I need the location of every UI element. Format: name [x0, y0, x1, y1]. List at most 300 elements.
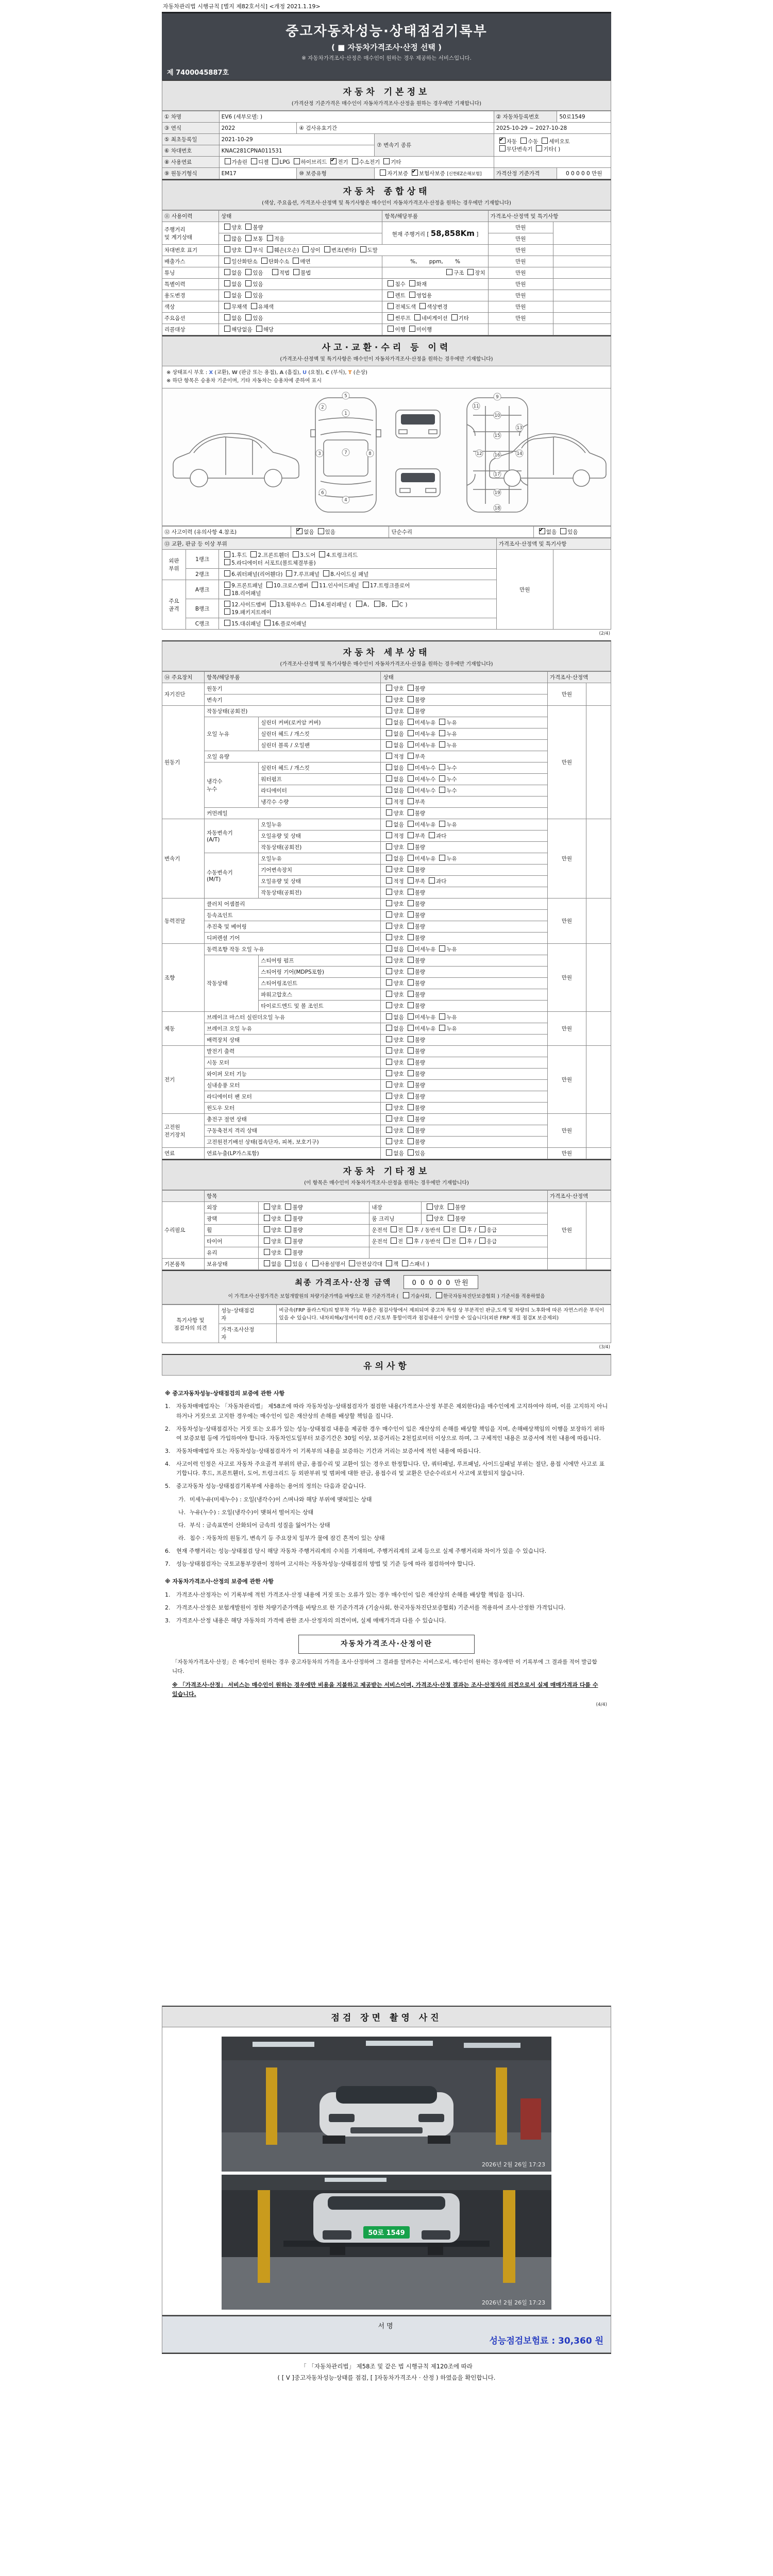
svg-text:14: 14 [516, 451, 523, 456]
checkbox-수소전기[interactable] [352, 158, 358, 164]
text: 운전석 [372, 1239, 388, 1245]
checkbox-부족[interactable] [408, 832, 414, 838]
checkbox-전기[interactable] [330, 158, 337, 164]
cell [381, 819, 547, 831]
checkbox-양호[interactable] [386, 991, 392, 997]
checkbox-양호[interactable] [386, 1059, 392, 1065]
checkbox-불량[interactable] [408, 685, 414, 691]
checkbox-렌트[interactable] [388, 292, 394, 298]
checkbox-없음[interactable] [386, 787, 392, 793]
text: ⑦ 변속기 종류 [377, 142, 412, 148]
checkbox-누유[interactable] [439, 945, 445, 952]
checkbox-label: 양호 [271, 1239, 282, 1245]
svg-text:9: 9 [496, 395, 499, 400]
checkbox-11.인사이드패널[interactable] [312, 582, 318, 588]
checkbox-미세누유[interactable] [408, 945, 414, 952]
checkbox-양호[interactable] [224, 246, 230, 252]
checkbox-label: 양호 [393, 958, 404, 964]
checkbox-있음[interactable] [318, 528, 324, 534]
checkbox-양호[interactable] [386, 1093, 392, 1099]
cell [381, 876, 547, 887]
checkbox-누수[interactable] [439, 775, 445, 782]
notice-heading: ※ 중고자동차성능·상태점검의 보증에 관한 사항 [165, 1390, 285, 1397]
checkbox-없음[interactable] [386, 730, 392, 736]
checkbox-10.크로스멤버[interactable] [266, 582, 273, 588]
checkbox-후[interactable] [460, 1226, 466, 1232]
checkbox-화재[interactable] [409, 280, 415, 286]
checkbox-썬루프[interactable] [388, 314, 394, 320]
checkbox-후[interactable] [460, 1238, 466, 1244]
checkbox-양호[interactable] [386, 889, 392, 895]
checkbox-후[interactable] [407, 1226, 413, 1232]
checkbox-불량[interactable] [408, 1104, 414, 1110]
checkbox-누수[interactable] [439, 787, 445, 793]
checkbox-불량[interactable] [448, 1204, 454, 1210]
checkbox-적정[interactable] [386, 832, 392, 838]
checkbox-보통[interactable] [245, 235, 251, 241]
checkbox-불량[interactable] [408, 1127, 414, 1133]
checkbox-불량[interactable] [408, 707, 414, 714]
notice-item: 4. 사고이력 인정은 사고로 자동차 주요골격 부위의 판금, 용접수리 및 교환이 있는 경우로 한정합니다. 단, 쿼터패널, 루프패널, 사이드실패널 부위는 절단, 용접 시에만 사고로 표기합니다. 후드, 프론트휀더, 도어, 트렁크리드 등 외판부위 및 범퍼에 대한 판금, 용접수리 및 교환은 단순수리로서 사고에 포함되지 않습니다. [165, 1461, 605, 1477]
checkbox-불량[interactable] [408, 991, 414, 997]
cell [586, 1148, 611, 1159]
checkbox-부족[interactable] [408, 877, 414, 884]
checkbox-적정[interactable] [386, 877, 392, 884]
checkbox-label: 부족 [414, 833, 426, 839]
checkbox-영업용[interactable] [409, 292, 415, 298]
cell [277, 1305, 611, 1324]
checkbox-양호[interactable] [386, 1104, 392, 1110]
checkbox-LPG[interactable] [272, 158, 278, 164]
checkbox-13.휠하우스[interactable] [270, 601, 276, 607]
checkbox-없음[interactable] [224, 280, 230, 286]
checkbox-label: 불량 [414, 1071, 426, 1077]
checkbox-이행[interactable] [388, 326, 394, 332]
text: 주요 [169, 598, 179, 604]
checkbox-label: 없음 [231, 315, 242, 321]
checkbox-무단변속기[interactable] [499, 145, 506, 151]
cell [488, 222, 553, 233]
checkbox-없음[interactable] [386, 855, 392, 861]
checkbox-없음[interactable] [386, 821, 392, 827]
checkbox-양호[interactable] [264, 1226, 270, 1232]
svg-text:19: 19 [494, 490, 500, 496]
checkbox-있음[interactable] [560, 528, 566, 534]
checkbox-양호[interactable] [386, 968, 392, 974]
cell [259, 1236, 369, 1247]
checkbox-7.루프패널[interactable] [286, 570, 292, 577]
checkbox-불량[interactable] [408, 696, 414, 702]
checkbox-양호[interactable] [386, 1070, 392, 1076]
checkbox-해당[interactable] [256, 326, 262, 332]
checkbox-15.대쉬패널[interactable] [224, 620, 230, 626]
cell [162, 313, 219, 324]
checkbox-응급[interactable] [479, 1238, 485, 1244]
checkbox-없음[interactable] [264, 1260, 270, 1266]
checkbox-label: 불량 [414, 697, 426, 703]
checkbox-6.쿼터패널(리어휀다)[interactable] [224, 570, 230, 577]
text: 부위 [169, 566, 179, 572]
checkbox-5.라디에이터 서포트(볼트체결부품)[interactable] [224, 559, 230, 565]
checkbox-label: 무단변속기 [506, 146, 533, 152]
checkbox-부족[interactable] [408, 753, 414, 759]
checkbox-불량[interactable] [408, 923, 414, 929]
checkbox-없음[interactable] [386, 719, 392, 725]
cell [205, 1247, 259, 1259]
text: ③ 연식 [164, 125, 182, 131]
checkbox-미세누수[interactable] [408, 764, 414, 770]
checkbox-불량[interactable] [408, 1138, 414, 1144]
checkbox-미세누유[interactable] [408, 741, 414, 748]
checkbox-사용설명서[interactable] [312, 1260, 318, 1266]
checkbox-label: 없음 [393, 822, 404, 828]
checkbox-누유[interactable] [439, 730, 445, 736]
checkbox-변조(변타)[interactable] [324, 246, 330, 252]
cell [162, 819, 205, 899]
checkbox-불량[interactable] [408, 843, 414, 850]
checkbox-19.패키지트레이[interactable] [224, 608, 230, 615]
checkbox-응급[interactable] [479, 1226, 485, 1232]
checkbox-미이행[interactable] [409, 326, 415, 332]
checkbox-3.도어[interactable] [293, 551, 299, 557]
cell [162, 580, 186, 630]
checkbox-label: 부식 [253, 247, 263, 253]
checkbox-양호[interactable] [386, 809, 392, 816]
checkbox-과다[interactable] [429, 832, 435, 838]
checkbox-불량[interactable] [408, 934, 414, 940]
checkbox-한국자동차진단보증협회[interactable] [436, 1292, 442, 1298]
checkbox-양호[interactable] [386, 1081, 392, 1088]
checkbox-14.필러패널[interactable] [310, 601, 316, 607]
checkbox-불량[interactable] [408, 979, 414, 986]
checkbox-없음[interactable] [386, 1149, 392, 1156]
checkbox-과다[interactable] [429, 877, 435, 884]
cell [162, 324, 219, 335]
checkbox-양호[interactable] [386, 866, 392, 872]
checkbox-없음[interactable] [386, 775, 392, 782]
checkbox-있음[interactable] [245, 292, 251, 298]
checkbox-불량[interactable] [408, 1093, 414, 1099]
checkbox-8.사이드실 패널[interactable] [323, 570, 329, 577]
cell [205, 1114, 381, 1125]
checkbox-세미오토[interactable] [542, 138, 548, 144]
checkbox-불량[interactable] [285, 1215, 291, 1221]
checkbox-전[interactable] [391, 1226, 397, 1232]
header-cell [205, 1191, 548, 1202]
checkbox-없음[interactable] [224, 314, 230, 320]
checkbox-있음[interactable] [408, 1149, 414, 1156]
checkbox-12.사이드멤버[interactable] [224, 601, 230, 607]
checkbox-수동[interactable] [520, 138, 527, 144]
checkbox-1.후드[interactable] [224, 551, 230, 557]
checkbox-누유[interactable] [439, 821, 445, 827]
checkbox-양호[interactable] [386, 1127, 392, 1133]
text: 실린더 커버(로커암 커버) [261, 720, 321, 726]
checkbox-2.프론트휀더[interactable] [250, 551, 257, 557]
checkbox-불량[interactable] [408, 957, 414, 963]
section-other-info [162, 1159, 611, 1190]
checkbox-적정[interactable] [386, 753, 392, 759]
checkbox-양호[interactable] [386, 1138, 392, 1144]
checkbox-label: 적음 [274, 236, 284, 242]
text: 연료누출(LP가스포함) [207, 1150, 259, 1157]
cell [586, 899, 611, 944]
checkbox-양호[interactable] [386, 1115, 392, 1122]
checkbox-18.리어패널[interactable] [224, 589, 230, 596]
header-cell [162, 168, 220, 179]
checkbox-하이브리드[interactable] [294, 158, 300, 164]
text: ⑭ 주요장치 [164, 674, 193, 681]
checkbox-디젤[interactable] [251, 158, 257, 164]
checkbox-불량[interactable] [408, 809, 414, 816]
checkbox-훼손(오손)[interactable] [267, 246, 273, 252]
checkbox-부식[interactable] [245, 246, 251, 252]
text: 단순수리 [391, 529, 413, 535]
checkbox-양호[interactable] [386, 1047, 392, 1054]
checkbox-누유[interactable] [439, 1013, 445, 1020]
checkbox-불량[interactable] [408, 1070, 414, 1076]
checkbox-없음[interactable] [386, 741, 392, 748]
header-cell [494, 111, 557, 123]
checkbox-label: 불량 [292, 1216, 303, 1222]
checkbox-양호[interactable] [264, 1249, 270, 1255]
checkbox-기타[interactable] [536, 145, 542, 151]
checkbox-양호[interactable] [264, 1204, 270, 1210]
checkbox-미세누유[interactable] [408, 855, 414, 861]
checkbox-label: 누유 [446, 946, 457, 953]
checkbox-부족[interactable] [408, 798, 414, 804]
cell [375, 168, 494, 179]
checkbox-label: 불량 [414, 1105, 426, 1111]
checkbox-누유[interactable] [439, 1025, 445, 1031]
checkbox-미세누수[interactable] [408, 787, 414, 793]
checkbox-보험사보증[interactable] [412, 170, 418, 176]
checkbox-불량[interactable] [408, 1036, 414, 1042]
checkbox-양호[interactable] [386, 934, 392, 940]
checkbox-양호[interactable] [427, 1204, 433, 1210]
checkbox-없음[interactable] [224, 292, 230, 298]
checkbox-탄화수소[interactable] [261, 258, 267, 264]
checkbox-미세누유[interactable] [408, 1025, 414, 1031]
checkbox-양호[interactable] [386, 685, 392, 691]
checkbox-잭[interactable] [386, 1260, 392, 1266]
checkbox-없음[interactable] [386, 764, 392, 770]
checkbox-스패너[interactable] [402, 1260, 408, 1266]
checkbox-label: 장치 [475, 270, 485, 276]
checkbox-색상변경[interactable] [419, 303, 426, 309]
checkbox-자기보증[interactable] [380, 170, 386, 176]
checkbox-양호[interactable] [386, 1002, 392, 1008]
checkbox-4.트렁크리드[interactable] [319, 551, 325, 557]
checkbox-미세누유[interactable] [408, 1013, 414, 1020]
checkbox-전[interactable] [444, 1226, 450, 1232]
checkbox-기술사회[interactable] [403, 1292, 409, 1298]
text: ) 기준서를 적용하였음 [496, 1294, 545, 1299]
checkbox-양호[interactable] [386, 957, 392, 963]
text: 만원 [561, 1150, 573, 1157]
cell [382, 290, 488, 301]
checkbox-적정[interactable] [386, 798, 392, 804]
cell [162, 1046, 205, 1114]
checkbox-미세누유[interactable] [408, 730, 414, 736]
checkbox-없음[interactable] [224, 269, 230, 275]
checkbox-네비게이션[interactable] [414, 314, 421, 320]
cell [586, 1202, 611, 1259]
checkbox-있음[interactable] [245, 280, 251, 286]
text [264, 270, 269, 276]
checkbox-없음[interactable] [386, 1013, 392, 1020]
checkbox-양호[interactable] [386, 843, 392, 850]
checkbox-A[interactable] [356, 601, 362, 607]
checkbox-후[interactable] [407, 1238, 413, 1244]
checkbox-있음[interactable] [245, 314, 251, 320]
checkbox-미세누유[interactable] [408, 821, 414, 827]
checkbox-누유[interactable] [439, 719, 445, 725]
text: 고전원전기배선 상태(접속단자, 피복, 보호기구) [207, 1139, 319, 1145]
document-subtitle: ( ■ 자동차가격조사·산정 선택 ) [331, 43, 442, 52]
checkbox-불량[interactable] [285, 1226, 291, 1232]
checkbox-불량[interactable] [408, 889, 414, 895]
checkbox-불량[interactable] [408, 1059, 414, 1065]
cell [162, 1202, 205, 1259]
checkbox-불량[interactable] [408, 1047, 414, 1054]
checkbox-누유[interactable] [439, 855, 445, 861]
state-code-line [166, 369, 607, 377]
checkbox-양호[interactable] [264, 1215, 270, 1221]
checkbox-일산화탄소[interactable] [224, 258, 230, 264]
cell [381, 762, 547, 774]
checkbox-label: 불량 [414, 1037, 426, 1043]
checkbox-기타[interactable] [451, 314, 458, 320]
checkbox-label: 기타 [391, 159, 401, 165]
checkbox-양호[interactable] [264, 1238, 270, 1244]
checkbox-불량[interactable] [285, 1238, 291, 1244]
used-car-inspection-record [162, 0, 611, 2389]
checkbox-구조[interactable] [446, 269, 452, 275]
checkbox-불법[interactable] [293, 269, 299, 275]
checkbox-불량[interactable] [408, 968, 414, 974]
checkbox-16.플로어패널[interactable] [264, 620, 271, 626]
checkbox-불량[interactable] [285, 1249, 291, 1255]
checkbox-적법[interactable] [272, 269, 278, 275]
checkbox-해당없음[interactable] [224, 326, 230, 332]
checkbox-도말[interactable] [360, 246, 366, 252]
checkbox-무채색[interactable] [224, 303, 230, 309]
checkbox-불량[interactable] [245, 224, 251, 230]
checkbox-양호[interactable] [386, 923, 392, 929]
checkbox-label: 양호 [393, 686, 404, 692]
checkbox-9.프론트패널[interactable] [224, 582, 230, 588]
checkbox-label: 불량 [414, 901, 426, 907]
checkbox-label: 불량 [414, 1082, 426, 1089]
checkbox-양호[interactable] [386, 900, 392, 906]
checkbox-양호[interactable] [386, 1036, 392, 1042]
checkbox-양호[interactable] [386, 696, 392, 702]
cell [219, 1324, 277, 1343]
checkbox-자동[interactable] [499, 138, 506, 144]
checkbox-장치[interactable] [467, 269, 474, 275]
checkbox-label: 상이 [310, 247, 321, 253]
checkbox-양호[interactable] [386, 979, 392, 986]
cell [382, 256, 488, 267]
text: ⑤ 최초등록일 [164, 137, 197, 143]
checkbox-없음[interactable] [386, 1025, 392, 1031]
text: 만원 [561, 856, 573, 862]
checkbox-양호[interactable] [386, 911, 392, 918]
checkbox-없음[interactable] [386, 945, 392, 952]
checkbox-유채색[interactable] [251, 303, 257, 309]
checkbox-많음[interactable] [224, 235, 230, 241]
checkbox-불량[interactable] [408, 1115, 414, 1122]
special-notes [162, 1304, 611, 1343]
cell [205, 1069, 381, 1080]
cell [553, 301, 611, 313]
cell [219, 123, 297, 134]
text: 변속기 [207, 697, 223, 703]
checkbox-상이[interactable] [303, 246, 309, 252]
checkbox-label: 5.라디에이터 서포트(볼트체결부품) [231, 560, 316, 566]
checkbox-누수[interactable] [439, 764, 445, 770]
checkbox-label: 17.트렁크플로어 [369, 583, 410, 589]
checkbox-안전삼각대[interactable] [349, 1260, 355, 1266]
checkbox-없음[interactable] [539, 528, 545, 534]
checkbox-불량[interactable] [408, 900, 414, 906]
text: 발전기 출력 [207, 1048, 235, 1055]
checkbox-미세누수[interactable] [408, 775, 414, 782]
checkbox-label: 불량 [414, 958, 426, 964]
cell [259, 978, 381, 989]
checkbox-B[interactable] [374, 601, 380, 607]
checkbox-전[interactable] [444, 1238, 450, 1244]
cell [205, 955, 259, 1012]
checkbox-불량[interactable] [285, 1204, 291, 1210]
notice-item: 7. 성능·상태점검자는 국토교통부장관이 정하여 고시하는 자동차성능·상태점검의 방법 및 기준 등에 따라 점검하여야 합니다. [165, 1561, 476, 1568]
checkbox-17.트렁크플로어[interactable] [363, 582, 369, 588]
checkbox-양호[interactable] [427, 1215, 433, 1221]
cell [219, 157, 494, 168]
checkbox-기타[interactable] [383, 158, 390, 164]
checkbox-C[interactable] [392, 601, 398, 607]
checkbox-label: 양호 [231, 247, 242, 253]
checkbox-미세누유[interactable] [408, 719, 414, 725]
state-code-legend [162, 366, 611, 388]
checkbox-label: 없음 [393, 765, 404, 771]
checkbox-불량[interactable] [408, 866, 414, 872]
checkbox-매연[interactable] [293, 258, 299, 264]
checkbox-불량[interactable] [408, 1081, 414, 1088]
checkbox-불량[interactable] [408, 911, 414, 918]
checkbox-적음[interactable] [267, 235, 273, 241]
header-cell [162, 134, 220, 145]
checkbox-불량[interactable] [408, 1002, 414, 1008]
checkbox-양호[interactable] [386, 707, 392, 714]
checkbox-누유[interactable] [439, 741, 445, 748]
checkbox-침수[interactable] [388, 280, 394, 286]
checkbox-가솔린[interactable] [225, 158, 231, 164]
checkbox-전체도색[interactable] [388, 303, 394, 309]
section-title: 사고·교환·수리 등 이력 [322, 343, 451, 353]
cell [259, 740, 381, 751]
checkbox-label: 없음 [393, 776, 404, 783]
overall-state [162, 210, 611, 335]
checkbox-있음[interactable] [285, 1260, 291, 1266]
checkbox-없음[interactable] [296, 528, 303, 534]
checkbox-불량[interactable] [448, 1215, 454, 1221]
checkbox-전[interactable] [391, 1238, 397, 1244]
checkbox-있음[interactable] [245, 269, 251, 275]
checkbox-양호[interactable] [224, 224, 230, 230]
photo-timestamp: 2026년 2월 26일 17:23 [481, 2299, 545, 2307]
